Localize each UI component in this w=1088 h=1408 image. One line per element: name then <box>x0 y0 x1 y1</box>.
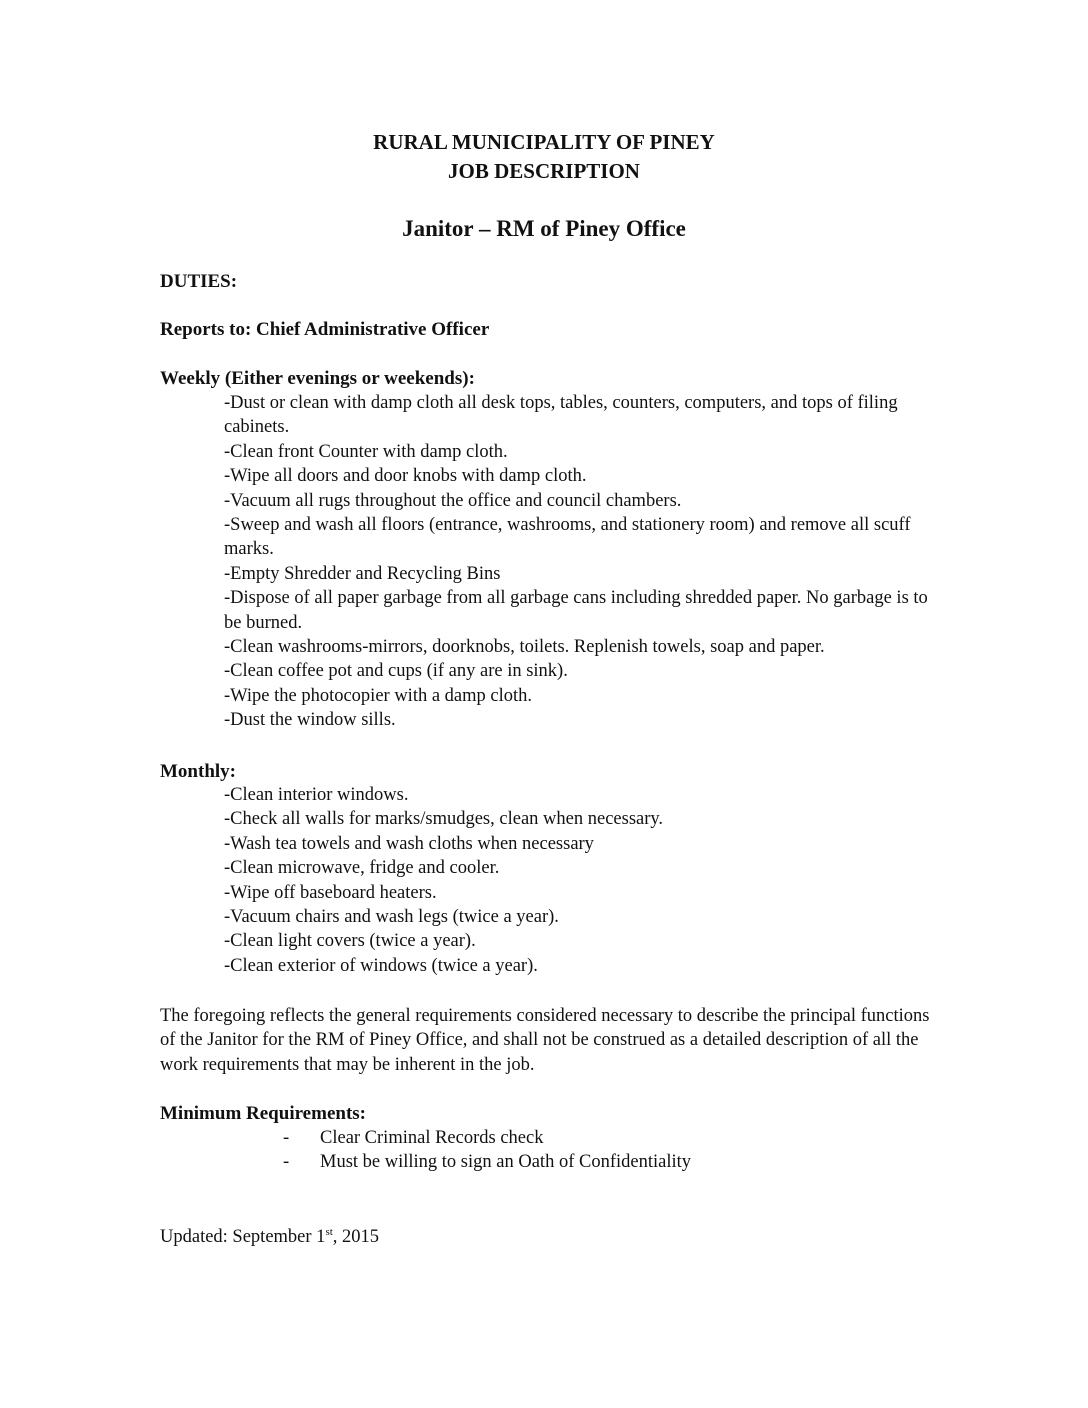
weekly-heading: Weekly (Either evenings or weekends): <box>160 368 475 389</box>
list-item: -Clean light covers (twice a year). <box>224 931 476 952</box>
list-item: -Sweep and wash all floors (entrance, washrooms, and stationery room) and remove all scuff marks. <box>224 515 911 560</box>
list-item: -Vacuum chairs and wash legs (twice a year). <box>224 907 559 928</box>
updated-year: , 2015 <box>332 1227 380 1247</box>
list-item: -Dispose of all paper garbage from all garbage cans including shredded paper. No garbage is to be burned. <box>224 588 928 633</box>
monthly-duties-list <box>224 783 944 978</box>
monthly-heading: Monthly: <box>160 761 236 782</box>
list-item: -Clean microwave, fridge and cooler. <box>224 858 500 879</box>
list-bullet: - <box>283 1128 290 1148</box>
list-bullet: - <box>283 1152 290 1173</box>
weekly-duties-list <box>224 391 944 733</box>
list-item: -Wash tea towels and wash cloths when necessary <box>224 833 594 854</box>
requirement-text: Clear Criminal Records check <box>320 1128 544 1148</box>
list-item: -Clean washrooms-mirrors, doorknobs, toilets. Replenish towels, soap and paper. <box>224 637 825 658</box>
summary-paragraph: The foregoing reflects the general requirements considered necessary to describe the principal functions of the Janitor for the RM of Piney Office, and shall not be construed as a detailed description of all the work requirements that may be inherent in the job. <box>160 1006 930 1075</box>
list-item <box>283 1126 903 1150</box>
list-item <box>283 1150 903 1174</box>
requirements-heading: Minimum Requirements: <box>160 1103 366 1124</box>
requirement-text: Must be willing to sign an Oath of Confidentiality <box>320 1152 691 1173</box>
municipality-title: RURAL MUNICIPALITY OF PINEY <box>373 130 715 154</box>
reports-to: Reports to: Chief Administrative Officer <box>160 319 490 340</box>
list-item: -Clean interior windows. <box>224 785 409 805</box>
document-type-title: JOB DESCRIPTION <box>448 159 640 183</box>
updated-date <box>160 1225 379 1249</box>
list-item: -Clean exterior of windows (twice a year). <box>224 955 538 976</box>
updated-prefix: Updated: September 1 <box>160 1227 326 1247</box>
list-item: -Empty Shredder and Recycling Bins <box>224 563 501 584</box>
updated-ordinal: st <box>325 1225 333 1238</box>
position-title: Janitor – RM of Piney Office <box>402 216 686 241</box>
list-item: -Wipe off baseboard heaters. <box>224 882 437 903</box>
duties-heading: DUTIES: <box>160 271 238 292</box>
list-item: -Check all walls for marks/smudges, clean when necessary. <box>224 809 664 830</box>
list-item: -Wipe the photocopier with a damp cloth. <box>224 685 533 706</box>
requirements-list <box>283 1126 903 1175</box>
list-item: -Vacuum all rugs throughout the office and council chambers. <box>224 490 682 511</box>
list-item: -Clean front Counter with damp cloth. <box>224 441 508 462</box>
list-item: -Clean coffee pot and cups (if any are in sink). <box>224 661 568 682</box>
list-item: -Dust or clean with damp cloth all desk tops, tables, counters, computers, and tops of filing cabinets. <box>224 393 898 438</box>
list-item: -Wipe all doors and door knobs with damp cloth. <box>224 466 587 487</box>
list-item: -Dust the window sills. <box>224 710 396 731</box>
